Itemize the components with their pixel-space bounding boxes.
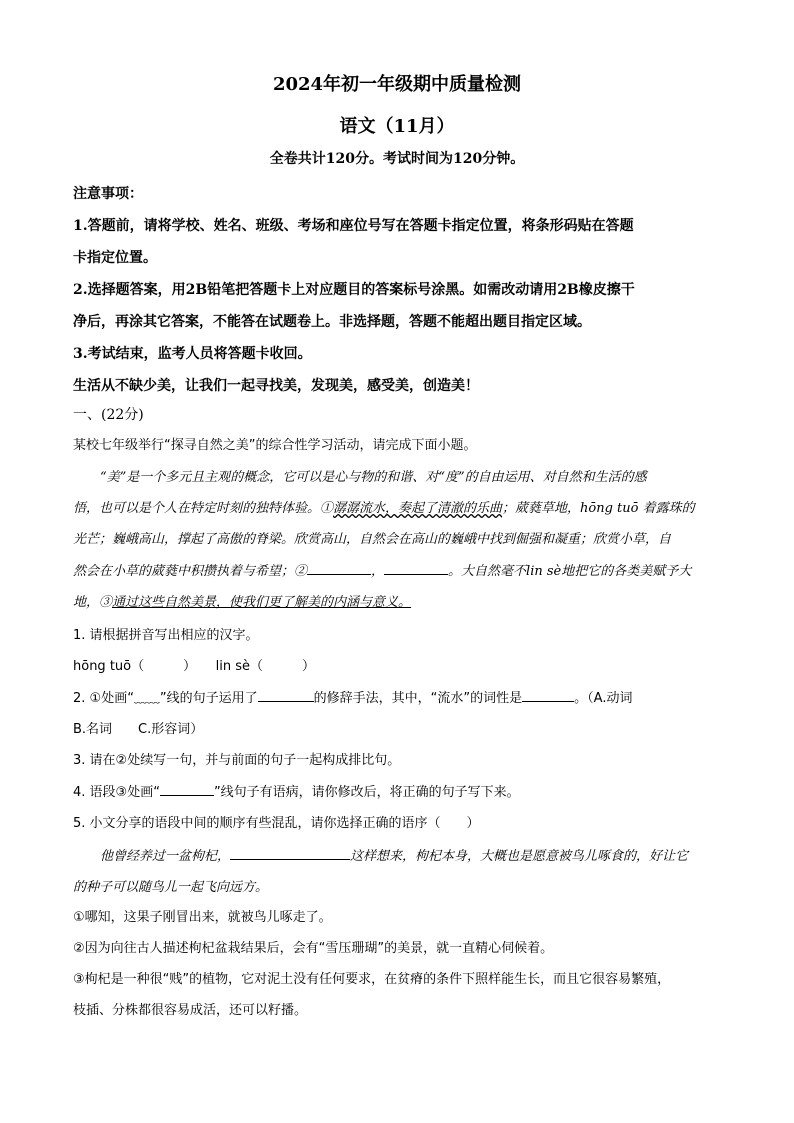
passage-line-4 — [73, 560, 733, 579]
exam-info: 全卷共计120分。考试时间为120分钟。 — [269, 151, 525, 167]
passage-line-5a: 地，③ — [73, 595, 113, 610]
note-3: 3.考试结束，监考人员将答题卡收回。 — [73, 346, 312, 362]
option-1: ①哪知，这果子刚冒出来，就被鸟儿啄走了。 — [73, 910, 332, 925]
underlined-sentence: 通过这些自然美景，使我们更了解美的内涵与意义。 — [112, 595, 412, 610]
question-1-pinyin: hōng tuō（ ） lin sè（ ） — [73, 659, 315, 674]
question-5: 5. 小文分享的语段中间的顺序有些混乱，请你选择正确的语序（ ） — [73, 816, 480, 831]
passage-line-4a: 然会在小草的葳蕤中积攒执着与希望；② — [73, 564, 308, 579]
question-2-line-1: 2. ①处画“﹏﹏”线的句子运用了 的修辞手法，其中，“流水”的词性是 。（A.动词 — [73, 687, 733, 706]
blank-q2a[interactable] — [258, 687, 314, 702]
passage-line-4c: 。大自然毫不lin sè地把它的各类美赋予大 — [448, 564, 692, 579]
passage-line-2 — [73, 497, 733, 516]
question-1: 1. 请根据拼音写出相应的汉字。 — [73, 628, 259, 643]
option-2: ②因为向往古人描述枸杞盆栽结果后，会有“雪压珊瑚”的美景，就一直精心伺候着。 — [73, 941, 554, 956]
blank-2a[interactable] — [307, 560, 371, 575]
passage-line-2b: ；葳蕤草地，hōng tuō 着露珠的 — [502, 501, 695, 516]
passage-line-3: 光芒；巍峨高山，撑起了高傲的脊梁。欣赏高山，自然会在高山的巍峨中找到倔强和凝重；欣赏小草，自 — [73, 532, 672, 547]
question-3: 3. 请在②处续写一句，并与前面的句子一起构成排比句。 — [73, 753, 401, 768]
notes-heading: 注意事项： — [73, 186, 143, 202]
note-1-line-2: 卡指定位置。 — [73, 250, 157, 266]
blank-q5[interactable] — [230, 845, 350, 860]
q5-passage-line-1: 他曾经养过一盆枸杞， 这样想来，枸杞本身，大概也是愿意被鸟儿啄食的，好让它 — [100, 845, 760, 864]
passage-line-2a: 悟，也可以是个人在特定时刻的独特体验。① — [73, 501, 334, 516]
q5-passage-line-2: 的种子可以随鸟儿一起飞向远方。 — [73, 880, 269, 895]
blank-q2b[interactable] — [522, 687, 574, 702]
note-2-line-1: 2.选择题答案，用2B铅笔把答题卡上对应题目的答案标号涂黑。如需改动请用2B橡皮擦干 — [73, 282, 635, 298]
exam-title: 2024年初一年级期中质量检测 — [272, 74, 522, 95]
note-1-line-1: 1.答题前，请将学校、姓名、班级、考场和座位号写在答题卡指定位置，将条形码贴在答题 — [73, 218, 634, 234]
question-4: 4. 语段③处画“ ”线句子有语病，请你修改后，将正确的句子写下来。 — [73, 781, 733, 800]
option-3-line-1: ③枸杞是一种很“贱”的植物，它对泥土没有任何要求，在贫瘠的条件下照样能生长，而且它很容易繁殖， — [73, 972, 671, 987]
blank-q4[interactable] — [160, 781, 214, 796]
exam-subject: 语文（11月） — [339, 116, 455, 137]
option-3-line-2: 枝插、分株都很容易成活，还可以籽播。 — [73, 1003, 308, 1018]
passage-line-1: “美”是一个多元且主观的概念，它可以是心与物的和谐、对“度”的自由运用、对自然和生活的感 — [100, 470, 647, 485]
passage-line-5 — [73, 591, 733, 610]
passage-line-4b: ， — [371, 564, 385, 579]
section-heading: 一、(22分) — [73, 407, 144, 423]
note-2-line-2: 净后，再涂其它答案，不能答在试题卷上。非选择题，答题不能超出题目指定区域。 — [73, 314, 591, 330]
section-intro: 某校七年级举行“探寻自然之美”的综合性学习活动，请完成下面小题。 — [73, 438, 477, 453]
motto: 生活从不缺少美，让我们一起寻找美，发现美，感受美，创造美！ — [73, 378, 479, 394]
blank-2b[interactable] — [384, 560, 448, 575]
wavy-sentence: 潺潺流水，奏起了清澈的乐曲 — [333, 501, 503, 516]
question-2-options: B.名词 C.形容词） — [73, 722, 204, 737]
